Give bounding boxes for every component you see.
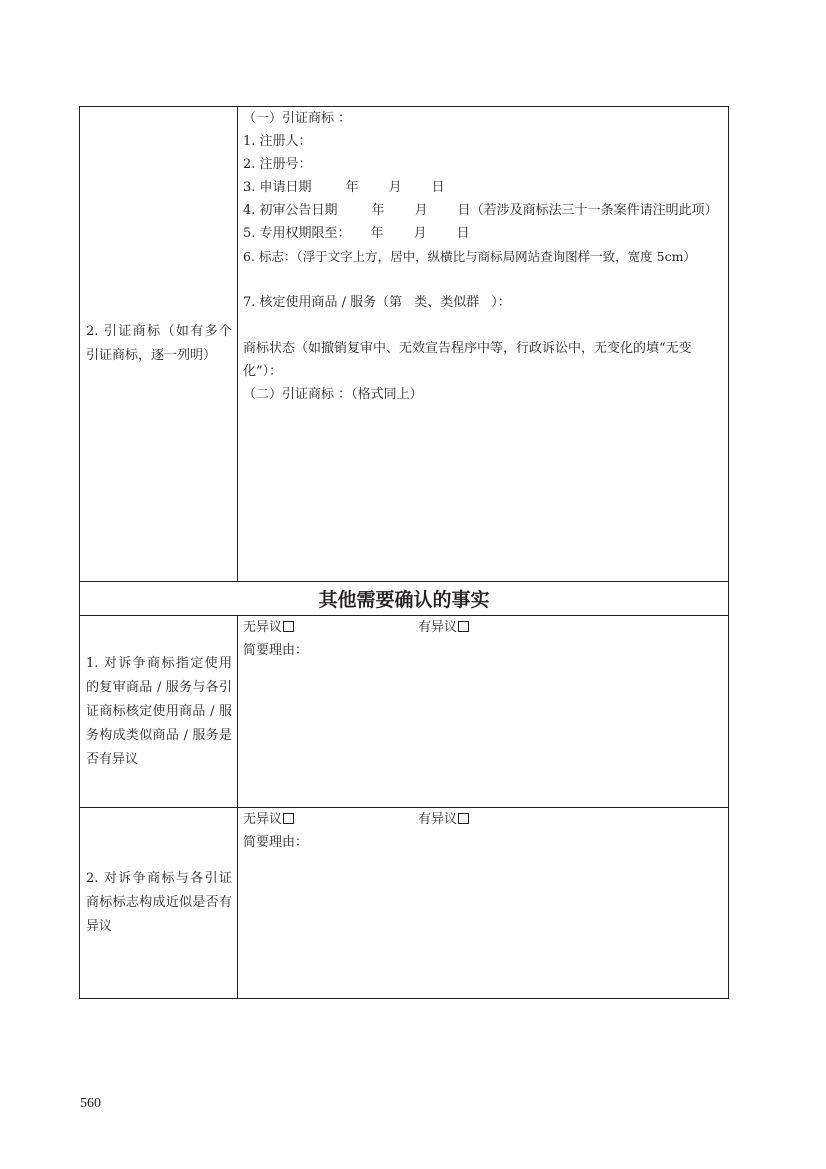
approved-goods-line — [243, 291, 724, 314]
expiry-label: 5. 专用权期限至： — [243, 226, 351, 241]
cited-trademark-label: 2. 引证商标（如有多个引证商标，逐一列明） — [86, 324, 232, 363]
preliminary-publication-date-line — [243, 199, 724, 222]
application-date-label: 3. 申请日期 — [243, 180, 312, 195]
objection-checkbox[interactable] — [458, 813, 469, 824]
approved-goods-prefix: 7. 核定使用商品 / 服务（第 — [243, 295, 403, 310]
question-1-answer-cell — [238, 616, 729, 808]
preliminary-note: （若涉及商标法三十一条案件请注明此项） — [470, 203, 718, 218]
cited-trademark-row — [80, 107, 729, 582]
application-date-line — [243, 176, 724, 199]
preliminary-date-label: 4. 初审公告日期 — [243, 203, 338, 218]
form-table — [79, 106, 729, 999]
question-1-options — [243, 616, 724, 639]
preliminary-month-label: 月 — [414, 203, 428, 218]
exclusive-right-expiry-line — [243, 222, 724, 245]
no-objection-checkbox[interactable] — [283, 621, 294, 632]
no-objection-label: 无异议 — [243, 812, 283, 827]
approved-goods-suffix: ）： — [491, 295, 511, 310]
expiry-day-label: 日 — [456, 226, 470, 241]
cited-trademark-label-cell — [80, 107, 238, 582]
question-2-objection-option[interactable] — [418, 808, 469, 831]
registrant-line: 1. 注册人： — [243, 134, 312, 149]
objection-label: 有异议 — [418, 812, 458, 827]
expiry-month-label: 月 — [413, 226, 427, 241]
question-2-no-objection-option[interactable] — [243, 808, 418, 831]
mark-placeholder — [243, 268, 724, 291]
section-title: 其他需要确认的事实 — [80, 582, 729, 616]
spacer — [243, 314, 724, 337]
preliminary-year-label: 年 — [371, 203, 385, 218]
cited-trademark-heading: （一）引证商标 ： — [243, 111, 352, 126]
trademark-status-line: 商标状态（如撤销复审中、无效宣告程序中等，行政诉讼中，无变化的填“无变化”）： — [243, 341, 692, 379]
question-2-options — [243, 808, 724, 831]
no-objection-label: 无异议 — [243, 620, 283, 635]
application-day-label: 日 — [431, 180, 445, 195]
second-cited-trademark-line: （二）引证商标 ：（格式同上） — [243, 387, 423, 402]
application-month-label: 月 — [388, 180, 402, 195]
question-1-no-objection-option[interactable] — [243, 616, 418, 639]
expiry-year-label: 年 — [370, 226, 384, 241]
question-2-label: 2. 对诉争商标与各引证商标标志构成近似是否有异议 — [86, 871, 232, 934]
question-1-reason-label: 简要理由： — [243, 643, 309, 658]
question-1-objection-option[interactable] — [418, 616, 469, 639]
objection-checkbox[interactable] — [458, 621, 469, 632]
cited-trademark-details-cell — [238, 107, 729, 582]
question-row-1 — [80, 616, 729, 808]
section-header-row — [80, 582, 729, 616]
question-2-reason-label: 简要理由： — [243, 835, 309, 850]
preliminary-day-label: 日 — [457, 203, 471, 218]
no-objection-checkbox[interactable] — [283, 813, 294, 824]
question-row-2 — [80, 808, 729, 999]
page-number: 560 — [80, 1096, 101, 1111]
objection-label: 有异议 — [418, 620, 458, 635]
question-2-answer-cell — [238, 808, 729, 999]
question-2-label-cell — [80, 808, 238, 999]
application-year-label: 年 — [345, 180, 359, 195]
approved-goods-class: 类、类似群 — [414, 295, 480, 310]
registration-number-line: 2. 注册号： — [243, 157, 312, 172]
question-1-label: 1. 对诉争商标指定使用的复审商品 / 服务与各引证商标核定使用商品 / 服务构成类似商品 / 服务是否有异议 — [86, 655, 232, 767]
mark-line: 6. 标志：（浮于文字上方，居中，纵横比与商标局网站查询图样一致，宽度 5cm） — [243, 249, 696, 264]
question-1-label-cell — [80, 616, 238, 808]
